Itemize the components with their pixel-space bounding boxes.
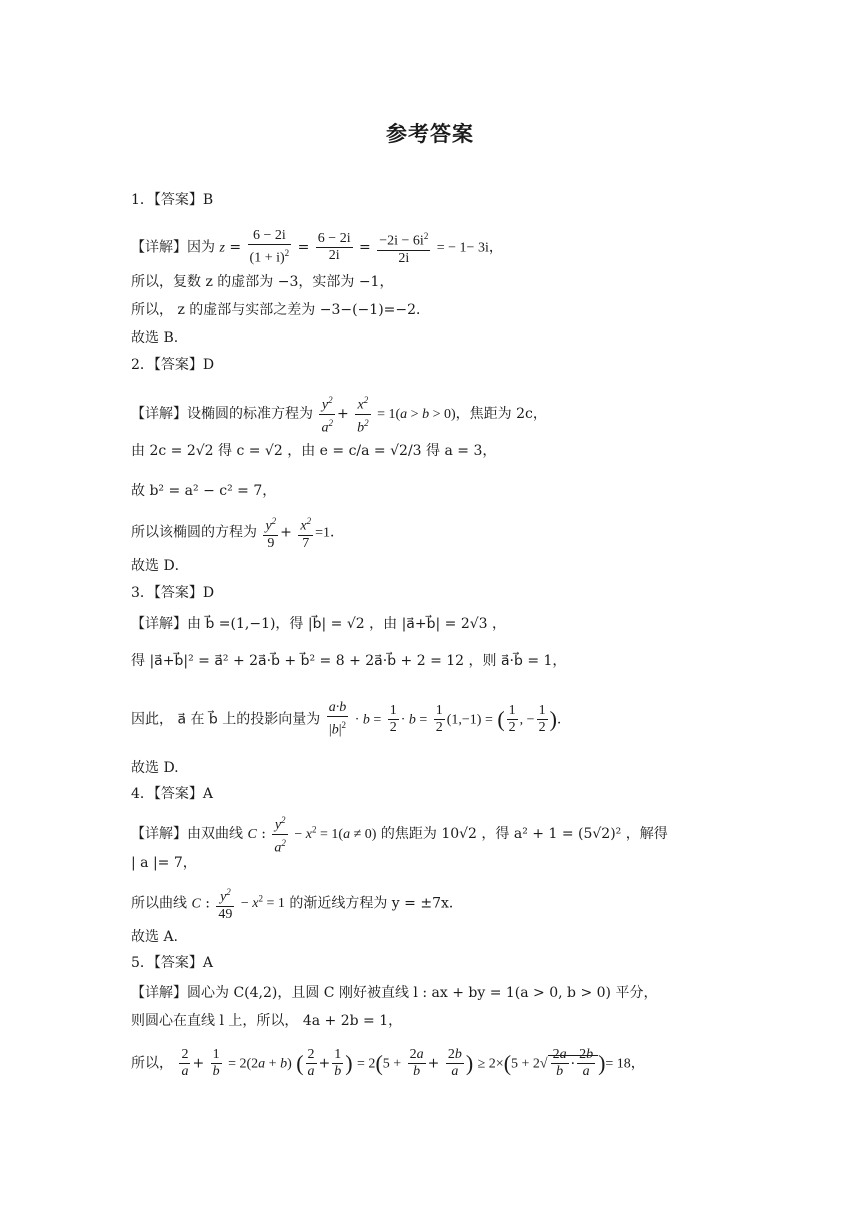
detail-4: 【详解】由双曲线 C : $\frac{y^2}{a^2}$ − $x^2 = 1(a \ne 0)$ 的焦距为 10√2 ，得 a² + 1 = (5√2)² ，解得 — [131, 812, 668, 856]
page-title: 参考答案 — [386, 122, 474, 146]
detail-4-line-2: | a |= 7， — [131, 855, 197, 871]
detail-3-line-3: 因此， a⃗ 在 b⃗ 上的投影向量为 $\frac{a\cdot b}{|b|^2}$ · b = $\frac{1}{2}$ · b = $\frac{1}{2}$ (1,−1) = ( $\frac{1}{2}$ , − $\frac{1}{2}$ ). — [131, 700, 562, 738]
answer-4: 4．【答案】A — [131, 786, 214, 802]
answer-1: 1．【答案】B — [131, 192, 214, 208]
answer-3: 3．【答案】D — [131, 585, 215, 601]
detail-3-line-4: 故选 D. — [131, 760, 179, 776]
detail-1: 【详解】因为 z = $\frac{6 - 2i}{(1 + i)^2}$ = $\frac{6 - 2i}{2i}$ = $\frac{-2i - 6i^2}{2i}$ = − 1− 3i， — [131, 228, 503, 266]
detail-4-line-4: 故选 A. — [131, 929, 179, 945]
detail-3: 【详解】由 b⃗ =(1,−1)，得 |b⃗| = √2 ，由 |a⃗+b⃗| = 2√3 ， — [131, 616, 507, 632]
detail-2-line-5: 故选 D． — [131, 558, 189, 574]
detail-2-line-3: 故 b² = a² − c² = 7， — [131, 483, 277, 499]
answer-2: 2．【答案】D — [131, 357, 215, 373]
detail-5-line-2: 则圆心在直线 l 上，所以， 4a + 2b = 1， — [131, 1013, 403, 1029]
detail-1-line-4: 故选 B. — [131, 330, 179, 346]
detail-2: 【详解】设椭圆的标准方程为 $\frac{y^2}{a^2}$ + $\frac{x^2}{b^2}$ = 1(a > b > 0)，焦距为 2c， — [131, 392, 547, 436]
detail-2-line-4: 所以该椭圆的方程为 $\frac{y^2}{9}$ + $\frac{x^2}{7}$ =1． — [131, 513, 344, 552]
detail-1-line-3: 所以， z 的虚部与实部之差为 −3−(−1)=−2． — [131, 302, 431, 318]
detail-4-line-3: 所以曲线 C : $\frac{y^2}{49}$ − $x^2 = 1$ 的渐近线方程为 y = ±7x． — [131, 884, 463, 923]
detail-5-line-3: 所以， $\frac{2}{a}$ + $\frac{1}{b}$ = 2(2a + b) ( $\frac{2}{a}$ + $\frac{1}{b}$ ) = 2(5 + $\frac{2a}{b}$ + $\frac{2b}{a}$ ) ≥ 2×(5 + 2√ $\frac{2a}{b}$ · $\frac{2b}{a}$ )= 18， — [131, 1047, 645, 1079]
detail-5: 【详解】圆心为 C(4,2)，且圆 C 刚好被直线 l : ax + by = 1(a > 0, b > 0) 平分， — [131, 985, 658, 1001]
detail-3-line-2: 得 |a⃗+b⃗|² = a⃗² + 2a⃗·b⃗ + b⃗² = 8 + 2a⃗·b⃗ + 2 = 12 ，则 a⃗·b⃗ = 1， — [131, 653, 567, 669]
answer-5: 5．【答案】A — [131, 955, 214, 971]
detail-1-line-2: 所以，复数 z 的虚部为 −3，实部为 −1， — [131, 274, 394, 290]
detail-2-line-2: 由 2c = 2√2 得 c = √2 ，由 e = c/a = √2/3 得 a = 3， — [131, 443, 497, 459]
